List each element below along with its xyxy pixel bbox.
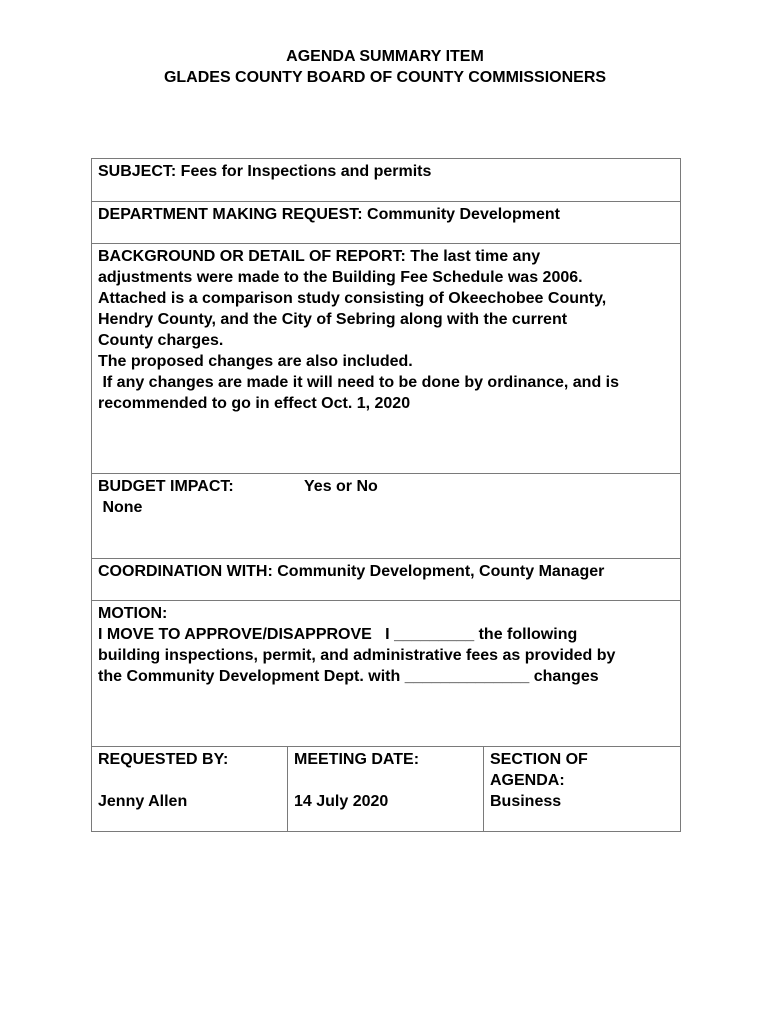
budget-header-line [98,476,674,497]
section-label-line1: SECTION OF [490,751,588,768]
section-of-agenda-cell [484,747,680,831]
background-line: recommended to go in effect Oct. 1, 2020 [98,395,411,412]
header-subtitle: GLADES COUNTY BOARD OF COUNTY COMMISSIONERS [163,69,607,86]
requested-by-value: Jenny Allen [98,793,188,810]
motion-line: building inspections, permit, and administrative fees as provided by [98,647,616,664]
motion-line: the Community Development Dept. with ______________ changes [98,668,599,685]
requested-by-label: REQUESTED BY: [98,751,229,768]
subject-row [92,159,680,202]
budget-row [92,474,680,559]
budget-value: None [98,499,143,516]
background-line: County charges. [98,332,224,349]
section-label-line2: AGENDA: [490,772,565,789]
budget-label: BUDGET IMPACT: [98,478,234,495]
background-line: The proposed changes are also included. [98,353,413,370]
background-row [92,244,680,474]
background-line: BACKGROUND OR DETAIL OF REPORT: The last time any [98,248,541,265]
requested-by-cell [92,747,288,831]
spacer [98,770,281,791]
coordination-row [92,559,680,601]
meeting-date-cell [288,747,484,831]
coordination-text: COORDINATION WITH: Community Development, County Manager [98,563,605,580]
meeting-date-label: MEETING DATE: [294,751,420,768]
motion-label: MOTION: [98,605,168,622]
background-line: Hendry County, and the City of Sebring along with the current [98,311,568,328]
meeting-date-value: 14 July 2020 [294,793,389,810]
budget-options: Yes or No [304,478,378,495]
background-line: Attached is a comparison study consisting of Okeechobee County, [98,290,607,307]
subject-text: SUBJECT: Fees for Inspections and permits [98,163,432,180]
background-line: adjustments were made to the Building Fee Schedule was 2006. [98,269,583,286]
department-row [92,202,680,244]
motion-row [92,601,680,747]
department-text: DEPARTMENT MAKING REQUEST: Community Development [98,206,560,223]
spacer [294,770,477,791]
document-header [0,46,770,88]
signature-row [92,747,680,831]
motion-line: I MOVE TO APPROVE/DISAPPROVE I _________ the following [98,626,578,643]
section-value: Business [490,793,562,810]
agenda-form-table [91,158,681,832]
header-title: AGENDA SUMMARY ITEM [286,48,484,65]
background-line: If any changes are made it will need to be done by ordinance, and is [98,374,620,391]
